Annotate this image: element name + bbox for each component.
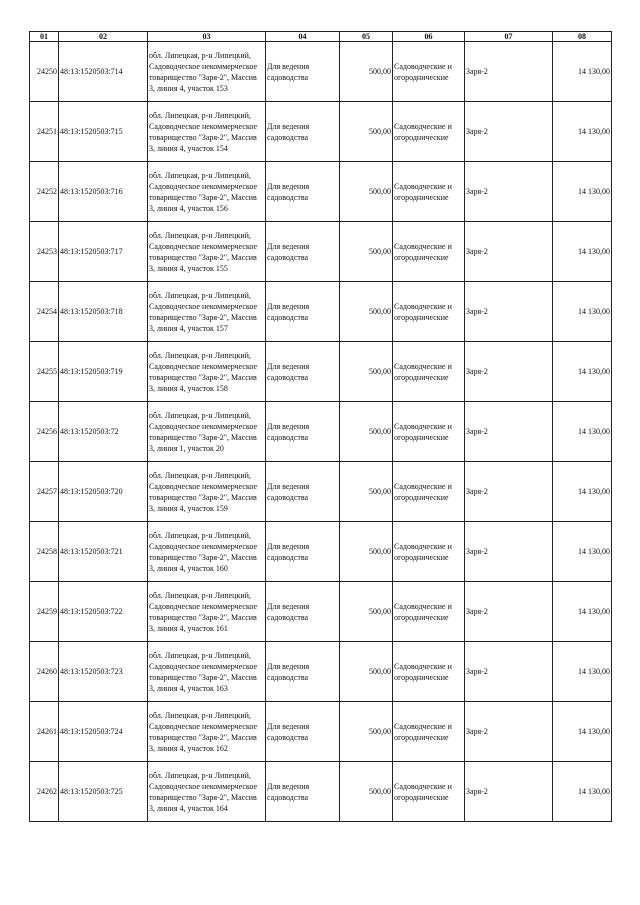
table-row xyxy=(30,102,612,162)
table-row xyxy=(30,642,612,702)
column-header-01: 01 xyxy=(30,32,59,42)
settlement-name-cell: Заря-2 xyxy=(465,342,553,402)
cadastral-number-cell: 48:13:1520503:721 xyxy=(59,522,148,582)
area-cell: 500,00 xyxy=(340,282,393,342)
address-cell: обл. Липецкая, р-н Липецкий, Садоводческое некоммерческое товарищество "Заря-2", Массив 3, линия 4, участок 153 xyxy=(148,42,266,102)
cadastral-value-cell: 14 130,00 xyxy=(553,282,612,342)
settlement-name-cell: Заря-2 xyxy=(465,762,553,822)
address-cell: обл. Липецкая, р-н Липецкий, Садоводческое некоммерческое товарищество "Заря-2", Массив 3, линия 4, участок 164 xyxy=(148,762,266,822)
cadastral-number-cell: 48:13:1520503:717 xyxy=(59,222,148,282)
land-category-cell: Садоводческие и огороднические xyxy=(393,402,465,462)
cadastral-number-cell: 48:13:1520503:719 xyxy=(59,342,148,402)
permitted-use-cell: Для ведения садоводства xyxy=(266,342,340,402)
address-cell: обл. Липецкая, р-н Липецкий, Садоводческое некоммерческое товарищество "Заря-2", Массив 3, линия 4, участок 161 xyxy=(148,582,266,642)
land-category-cell: Садоводческие и огороднические xyxy=(393,702,465,762)
area-cell: 500,00 xyxy=(340,582,393,642)
land-category-cell: Садоводческие и огороднические xyxy=(393,462,465,522)
permitted-use-cell: Для ведения садоводства xyxy=(266,462,340,522)
settlement-name-cell: Заря-2 xyxy=(465,582,553,642)
record-number-cell: 24258 xyxy=(30,522,59,582)
record-number-cell: 24257 xyxy=(30,462,59,522)
column-header-04: 04 xyxy=(266,32,340,42)
record-number-cell: 24256 xyxy=(30,402,59,462)
record-number-cell: 24252 xyxy=(30,162,59,222)
settlement-name-cell: Заря-2 xyxy=(465,102,553,162)
area-cell: 500,00 xyxy=(340,102,393,162)
column-header-02: 02 xyxy=(59,32,148,42)
address-cell: обл. Липецкая, р-н Липецкий, Садоводческое некоммерческое товарищество "Заря-2", Массив 3, линия 4, участок 157 xyxy=(148,282,266,342)
column-header-07: 07 xyxy=(465,32,553,42)
cadastral-value-cell: 14 130,00 xyxy=(553,462,612,522)
cadastral-number-cell: 48:13:1520503:724 xyxy=(59,702,148,762)
area-cell: 500,00 xyxy=(340,162,393,222)
area-cell: 500,00 xyxy=(340,42,393,102)
cadastral-value-cell: 14 130,00 xyxy=(553,402,612,462)
table-row xyxy=(30,462,612,522)
area-cell: 500,00 xyxy=(340,402,393,462)
permitted-use-cell: Для ведения садоводства xyxy=(266,402,340,462)
permitted-use-cell: Для ведения садоводства xyxy=(266,162,340,222)
column-header-08: 08 xyxy=(553,32,612,42)
cadastral-value-cell: 14 130,00 xyxy=(553,762,612,822)
address-cell: обл. Липецкая, р-н Липецкий, Садоводческое некоммерческое товарищество "Заря-2", Массив 3, линия 1, участок 20 xyxy=(148,402,266,462)
settlement-name-cell: Заря-2 xyxy=(465,282,553,342)
column-header-03: 03 xyxy=(148,32,266,42)
address-cell: обл. Липецкая, р-н Липецкий, Садоводческое некоммерческое товарищество "Заря-2", Массив 3, линия 4, участок 160 xyxy=(148,522,266,582)
address-cell: обл. Липецкая, р-н Липецкий, Садоводческое некоммерческое товарищество "Заря-2", Массив 3, линия 4, участок 159 xyxy=(148,462,266,522)
registry-table xyxy=(29,31,612,822)
land-category-cell: Садоводческие и огороднические xyxy=(393,522,465,582)
cadastral-value-cell: 14 130,00 xyxy=(553,162,612,222)
cadastral-number-cell: 48:13:1520503:720 xyxy=(59,462,148,522)
record-number-cell: 24262 xyxy=(30,762,59,822)
cadastral-value-cell: 14 130,00 xyxy=(553,522,612,582)
land-category-cell: Садоводческие и огороднические xyxy=(393,42,465,102)
table-row xyxy=(30,282,612,342)
area-cell: 500,00 xyxy=(340,702,393,762)
cadastral-value-cell: 14 130,00 xyxy=(553,102,612,162)
land-category-cell: Садоводческие и огороднические xyxy=(393,582,465,642)
permitted-use-cell: Для ведения садоводства xyxy=(266,702,340,762)
cadastral-number-cell: 48:13:1520503:725 xyxy=(59,762,148,822)
address-cell: обл. Липецкая, р-н Липецкий, Садоводческое некоммерческое товарищество "Заря-2", Массив 3, линия 4, участок 158 xyxy=(148,342,266,402)
permitted-use-cell: Для ведения садоводства xyxy=(266,282,340,342)
column-header-06: 06 xyxy=(393,32,465,42)
record-number-cell: 24253 xyxy=(30,222,59,282)
record-number-cell: 24254 xyxy=(30,282,59,342)
cadastral-number-cell: 48:13:1520503:723 xyxy=(59,642,148,702)
settlement-name-cell: Заря-2 xyxy=(465,402,553,462)
area-cell: 500,00 xyxy=(340,342,393,402)
settlement-name-cell: Заря-2 xyxy=(465,522,553,582)
land-category-cell: Садоводческие и огороднические xyxy=(393,642,465,702)
record-number-cell: 24261 xyxy=(30,702,59,762)
land-category-cell: Садоводческие и огороднические xyxy=(393,762,465,822)
record-number-cell: 24259 xyxy=(30,582,59,642)
area-cell: 500,00 xyxy=(340,642,393,702)
land-category-cell: Садоводческие и огороднические xyxy=(393,162,465,222)
table-row xyxy=(30,702,612,762)
land-category-cell: Садоводческие и огороднические xyxy=(393,342,465,402)
cadastral-value-cell: 14 130,00 xyxy=(553,342,612,402)
cadastral-number-cell: 48:13:1520503:714 xyxy=(59,42,148,102)
cadastral-value-cell: 14 130,00 xyxy=(553,222,612,282)
table-row xyxy=(30,402,612,462)
settlement-name-cell: Заря-2 xyxy=(465,462,553,522)
address-cell: обл. Липецкая, р-н Липецкий, Садоводческое некоммерческое товарищество "Заря-2", Массив 3, линия 4, участок 163 xyxy=(148,642,266,702)
land-category-cell: Садоводческие и огороднические xyxy=(393,222,465,282)
address-cell: обл. Липецкая, р-н Липецкий, Садоводческое некоммерческое товарищество "Заря-2", Массив 3, линия 4, участок 156 xyxy=(148,162,266,222)
record-number-cell: 24260 xyxy=(30,642,59,702)
cadastral-number-cell: 48:13:1520503:718 xyxy=(59,282,148,342)
permitted-use-cell: Для ведения садоводства xyxy=(266,522,340,582)
table-row xyxy=(30,582,612,642)
land-category-cell: Садоводческие и огороднические xyxy=(393,282,465,342)
table-row xyxy=(30,42,612,102)
area-cell: 500,00 xyxy=(340,522,393,582)
header-row xyxy=(30,32,612,42)
cadastral-value-cell: 14 130,00 xyxy=(553,582,612,642)
settlement-name-cell: Заря-2 xyxy=(465,222,553,282)
cadastral-number-cell: 48:13:1520503:722 xyxy=(59,582,148,642)
cadastral-number-cell: 48:13:1520503:715 xyxy=(59,102,148,162)
area-cell: 500,00 xyxy=(340,462,393,522)
area-cell: 500,00 xyxy=(340,762,393,822)
column-header-05: 05 xyxy=(340,32,393,42)
table-row xyxy=(30,162,612,222)
permitted-use-cell: Для ведения садоводства xyxy=(266,582,340,642)
settlement-name-cell: Заря-2 xyxy=(465,42,553,102)
table-row xyxy=(30,342,612,402)
settlement-name-cell: Заря-2 xyxy=(465,642,553,702)
table-row xyxy=(30,222,612,282)
cadastral-value-cell: 14 130,00 xyxy=(553,702,612,762)
record-number-cell: 24255 xyxy=(30,342,59,402)
address-cell: обл. Липецкая, р-н Липецкий, Садоводческое некоммерческое товарищество "Заря-2", Массив 3, линия 4, участок 155 xyxy=(148,222,266,282)
address-cell: обл. Липецкая, р-н Липецкий, Садоводческое некоммерческое товарищество "Заря-2", Массив 3, линия 4, участок 154 xyxy=(148,102,266,162)
settlement-name-cell: Заря-2 xyxy=(465,162,553,222)
cadastral-number-cell: 48:13:1520503:72 xyxy=(59,402,148,462)
table-row xyxy=(30,762,612,822)
permitted-use-cell: Для ведения садоводства xyxy=(266,42,340,102)
cadastral-value-cell: 14 130,00 xyxy=(553,642,612,702)
table-row xyxy=(30,522,612,582)
cadastral-value-cell: 14 130,00 xyxy=(553,42,612,102)
area-cell: 500,00 xyxy=(340,222,393,282)
address-cell: обл. Липецкая, р-н Липецкий, Садоводческое некоммерческое товарищество "Заря-2", Массив 3, линия 4, участок 162 xyxy=(148,702,266,762)
permitted-use-cell: Для ведения садоводства xyxy=(266,222,340,282)
land-category-cell: Садоводческие и огороднические xyxy=(393,102,465,162)
cadastral-number-cell: 48:13:1520503:716 xyxy=(59,162,148,222)
permitted-use-cell: Для ведения садоводства xyxy=(266,102,340,162)
record-number-cell: 24251 xyxy=(30,102,59,162)
settlement-name-cell: Заря-2 xyxy=(465,702,553,762)
permitted-use-cell: Для ведения садоводства xyxy=(266,762,340,822)
registry-rows xyxy=(30,42,612,822)
record-number-cell: 24250 xyxy=(30,42,59,102)
permitted-use-cell: Для ведения садоводства xyxy=(266,642,340,702)
